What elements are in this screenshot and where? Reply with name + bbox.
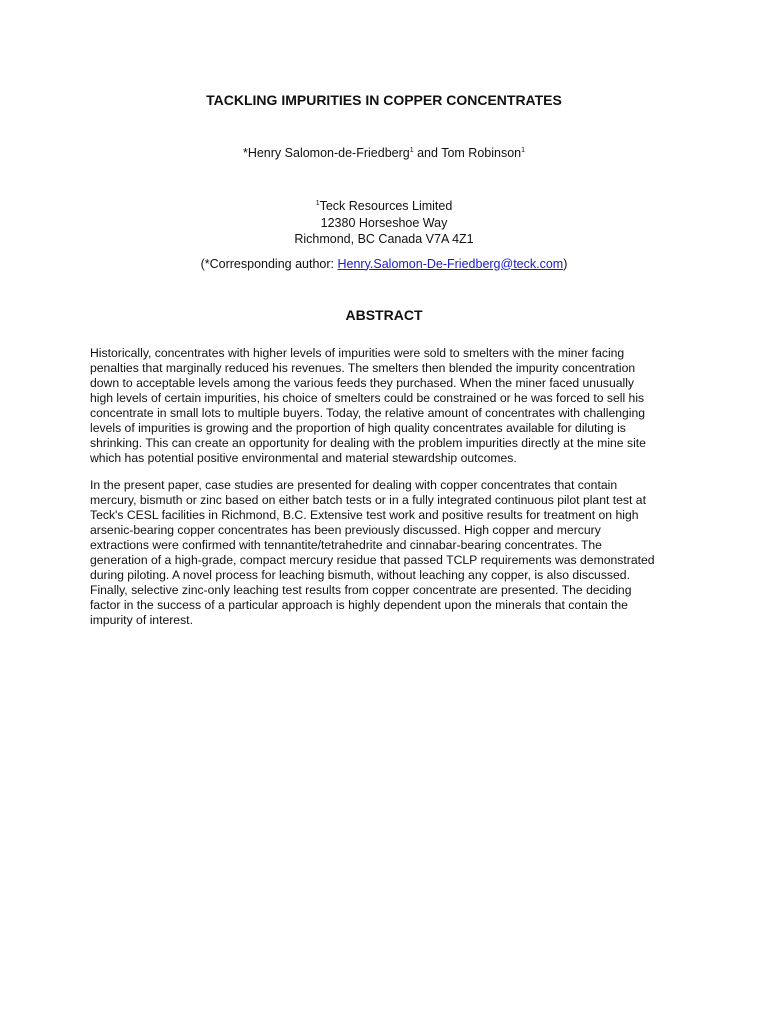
author-line xyxy=(0,146,768,160)
paragraph-line: down to acceptable levels among the various feeds they purchased. When the miner faced unusually xyxy=(90,376,635,390)
paragraph-line: shrinking. This can create an opportunity for dealing with the problem impurities directly at the mine site xyxy=(90,436,646,450)
paragraph-line: arsenic-bearing copper concentrates has been previously discussed. High copper and mercury xyxy=(90,523,601,537)
author-conjunction: and xyxy=(413,146,442,160)
paragraph-line: generation of a high-grade, compact mercury residue that passed TCLP requirements was demonstrated xyxy=(90,553,655,567)
author-name: Tom Robinson xyxy=(441,146,522,160)
affiliation-city: Richmond, BC Canada V7A 4Z1 xyxy=(294,232,474,246)
abstract-heading: ABSTRACT xyxy=(345,307,423,323)
paragraph-line: high levels of certain impurities, his choice of smelters could be constrained or he was forced to sell his xyxy=(90,391,645,405)
paragraph-line: concentrate in small lots to multiple buyers. Today, the relative amount of concentrates with challenging xyxy=(90,406,646,420)
affiliation-org: Teck Resources Limited xyxy=(319,199,453,213)
affiliation-marker: 1 xyxy=(409,147,414,154)
paragraph-line: Historically, concentrates with higher levels of impurities were sold to smelters with the miner facing xyxy=(90,346,625,360)
affiliation-street: 12380 Horseshoe Way xyxy=(320,215,448,230)
corresponding-suffix: ) xyxy=(563,256,568,271)
paragraph-line: impurity of interest. xyxy=(90,613,193,627)
paragraph-line: In the present paper, case studies are presented for dealing with copper concentrates that contain xyxy=(90,478,618,492)
affiliation-marker: 1 xyxy=(315,200,320,207)
paper-title: TACKLING IMPURITIES IN COPPER CONCENTRATES xyxy=(206,92,562,108)
paragraph-line: Teck's CESL facilities in Richmond, B.C. Extensive test work and positive results for treatment on high xyxy=(90,508,639,522)
paragraph-line: extractions were confirmed with tennantite/tetrahedrite and cinnabar-bearing concentrates. The xyxy=(90,538,602,552)
paragraph-line: which has potential positive environmental and material stewardship outcomes. xyxy=(90,451,517,465)
paragraph-line: penalties that marginally reduced his revenues. The smelters then blended the impurity concentration xyxy=(90,361,636,375)
affiliation-org-line xyxy=(0,198,768,215)
paragraph-line: during piloting. A novel process for leaching bismuth, without leaching any copper, is also discussed. xyxy=(90,568,630,582)
paragraph-line: factor in the success of a particular approach is highly dependent upon the minerals that contain the xyxy=(90,598,628,612)
corresponding-prefix: (*Corresponding author: xyxy=(200,256,338,271)
paragraph-line: levels of impurities is growing and the proportion of high quality concentrates available for diluting is xyxy=(90,421,626,435)
corresponding-author-line xyxy=(0,256,768,273)
paragraph-line: Finally, selective zinc-only leaching test results from copper concentrate are presented. The deciding xyxy=(90,583,632,597)
abstract-paragraph-2 xyxy=(90,478,690,628)
author-name: *Henry Salomon-de-Friedberg xyxy=(242,146,410,160)
affiliation-marker: 1 xyxy=(521,147,526,154)
affiliation-block xyxy=(0,198,768,272)
email-link[interactable]: Henry.Salomon-De-Friedberg@teck.com xyxy=(337,256,564,271)
abstract-paragraph-1 xyxy=(90,346,690,466)
paragraph-line: mercury, bismuth or zinc based on either batch tests or in a fully integrated continuous pilot plant test at xyxy=(90,493,646,507)
